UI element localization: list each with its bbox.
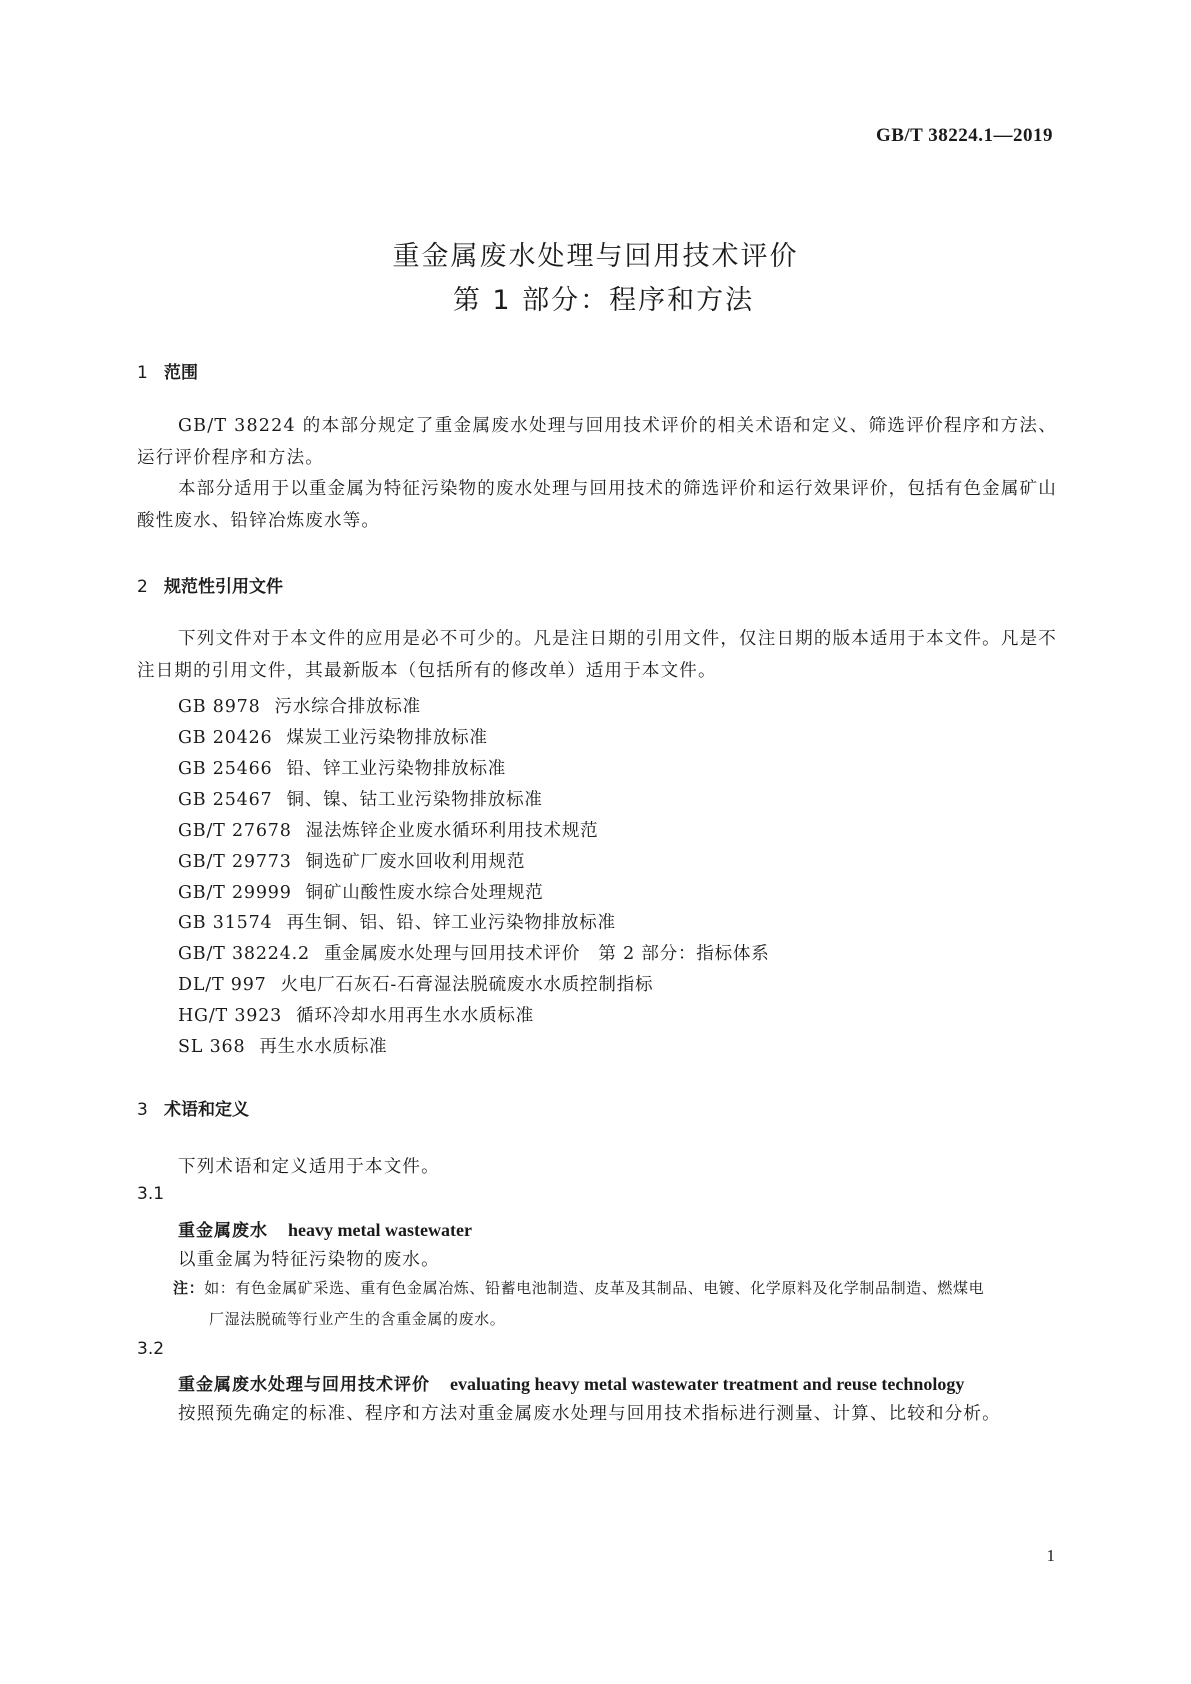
section-3-intro: 下列术语和定义适用于本文件。	[178, 1157, 440, 1177]
term-english: heavy metal wastewater	[288, 1220, 472, 1240]
reference-title: 污水综合排放标准	[274, 697, 421, 717]
reference-code: GB 25466	[178, 759, 273, 779]
reference-title: 铜矿山酸性废水综合处理规范	[305, 883, 544, 903]
note-label: 注：	[173, 1279, 205, 1297]
reference-title: 再生铜、铝、铅、锌工业污染物排放标准	[286, 913, 616, 933]
term-definition: 以重金属为特征污染物的废水。	[178, 1250, 440, 1270]
term-english: evaluating heavy metal wastewater treatment and reuse technology	[450, 1374, 965, 1394]
reference-title: 铅、锌工业污染物排放标准	[286, 759, 507, 779]
section-1-para-1: GB/T 38224 的本部分规定了重金属废水处理与回用技术评价的相关术语和定义、筛选评价程序和方法、运行评价程序和方法。	[137, 416, 1057, 468]
reference-title: 铜选矿厂废水回收利用规范	[305, 852, 526, 872]
reference-item	[178, 940, 770, 965]
standard-code: GB/T 38224.1—2019	[875, 125, 1053, 146]
document-title: 重金属废水处理与回用技术评价	[392, 241, 799, 272]
reference-item	[178, 879, 544, 904]
reference-item	[178, 693, 421, 718]
reference-code: GB/T 29999	[178, 883, 292, 903]
section-2-heading	[137, 572, 283, 597]
reference-code: GB 8978	[178, 697, 261, 717]
reference-code: SL 368	[178, 1037, 246, 1057]
reference-title: 煤炭工业污染物排放标准	[286, 728, 488, 748]
section-number: 2	[137, 577, 148, 597]
clause-number: 3.2	[137, 1339, 165, 1359]
note-text: 厂湿法脱硫等行业产生的含重金属的废水。	[209, 1310, 506, 1328]
term-chinese: 重金属废水处理与回用技术评价	[178, 1375, 430, 1395]
section-1-para-2: 本部分适用于以重金属为特征污染物的废水处理与回用技术的筛选评价和运行效果评价，包括有色金属矿山酸性废水、铅锌冶炼废水等。	[137, 479, 1057, 531]
reference-code: GB 31574	[178, 913, 273, 933]
reference-code: HG/T 3923	[178, 1006, 283, 1026]
reference-item	[178, 909, 616, 934]
reference-title: 湿法炼锌企业废水循环利用技术规范	[305, 821, 599, 841]
reference-title: 铜、镍、钴工业污染物排放标准	[286, 790, 543, 810]
reference-item	[178, 724, 488, 749]
note-text: 如：有色金属矿采选、重有色金属冶炼、铅蓄电池制造、皮革及其制品、电镀、化学原料及化学制品制造、燃煤电	[204, 1279, 985, 1297]
section-1-heading	[137, 358, 198, 383]
reference-code: GB/T 27678	[178, 821, 292, 841]
reference-item	[178, 817, 598, 842]
section-3-heading	[137, 1095, 249, 1120]
reference-code: GB 20426	[178, 728, 273, 748]
reference-item	[178, 971, 653, 996]
reference-title: 循环冷却水用再生水水质标准	[296, 1006, 535, 1026]
reference-code: GB/T 29773	[178, 852, 292, 872]
term-definition: 按照预先确定的标准、程序和方法对重金属废水处理与回用技术指标进行测量、计算、比较和分析。	[178, 1404, 1001, 1424]
reference-title: 再生水水质标准	[259, 1037, 388, 1057]
section-number: 3	[137, 1100, 148, 1120]
reference-code: GB 25467	[178, 790, 273, 810]
reference-title: 火电厂石灰石-石膏湿法脱硫废水水质控制指标	[280, 975, 654, 995]
term-heading	[178, 1370, 964, 1395]
section-title: 术语和定义	[164, 1100, 249, 1120]
reference-title: 重金属废水处理与回用技术评价 第 2 部分：指标体系	[323, 944, 770, 964]
section-title: 范围	[164, 363, 198, 383]
section-number: 1	[137, 363, 148, 383]
document-subtitle: 第 1 部分：程序和方法	[452, 285, 755, 316]
reference-code: GB/T 38224.2	[178, 944, 310, 964]
reference-item	[178, 1002, 534, 1027]
reference-item	[178, 755, 506, 780]
term-note	[173, 1273, 1053, 1335]
section-title: 规范性引用文件	[164, 577, 283, 597]
term-heading	[178, 1216, 472, 1241]
section-2-intro: 下列文件对于本文件的应用是必不可少的。凡是注日期的引用文件，仅注日期的版本适用于本文件。凡是不注日期的引用文件，其最新版本（包括所有的修改单）适用于本文件。	[137, 629, 1057, 681]
term-chinese: 重金属废水	[178, 1221, 268, 1241]
page-number: 1	[1046, 1546, 1055, 1565]
clause-number: 3.1	[137, 1184, 165, 1204]
reference-item	[178, 848, 525, 873]
reference-item	[178, 1033, 387, 1058]
reference-code: DL/T 997	[178, 975, 267, 995]
reference-item	[178, 786, 543, 811]
